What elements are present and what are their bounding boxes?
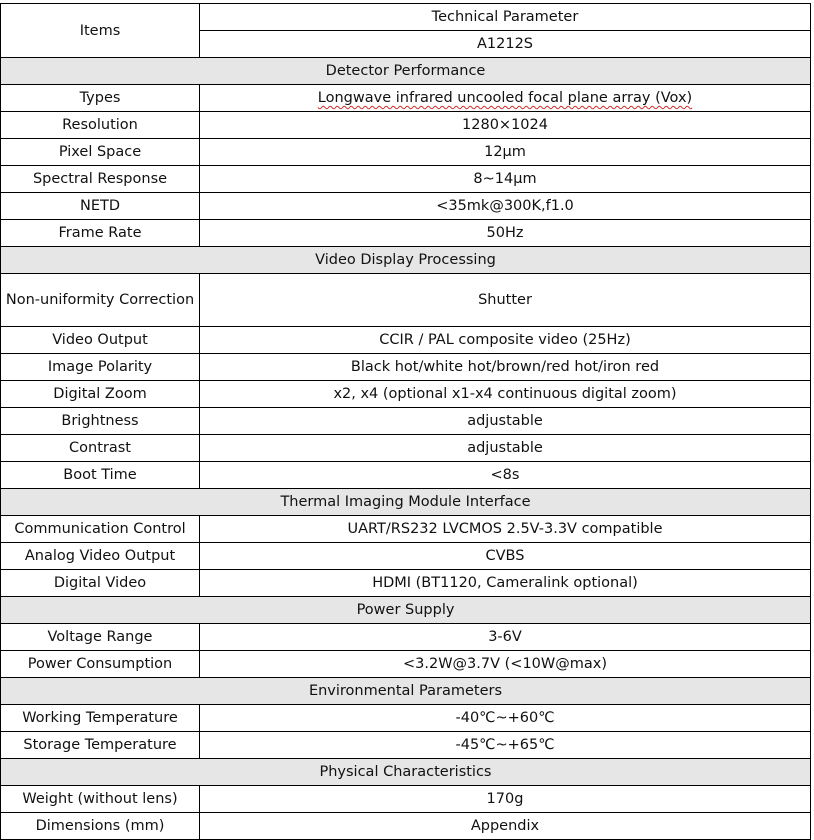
table-row	[1, 786, 811, 813]
row-value: adjustable	[200, 435, 811, 462]
table-row	[1, 516, 811, 543]
table-row	[1, 193, 811, 220]
row-value: adjustable	[200, 408, 811, 435]
spec-table	[0, 3, 811, 840]
row-value: HDMI (BT1120, Cameralink optional)	[200, 570, 811, 597]
table-row	[1, 408, 811, 435]
section-row	[1, 58, 811, 85]
row-value: 8~14μm	[200, 166, 811, 193]
table-row	[1, 220, 811, 247]
row-label: Spectral Response	[1, 166, 200, 193]
row-value: CVBS	[200, 543, 811, 570]
row-value: Black hot/white hot/brown/red hot/iron red	[200, 354, 811, 381]
row-label: Types	[1, 85, 200, 112]
row-label: Weight (without lens)	[1, 786, 200, 813]
section-title: Environmental Parameters	[1, 678, 811, 705]
row-label: Dimensions (mm)	[1, 813, 200, 840]
header-row	[1, 4, 811, 31]
row-label: Digital Zoom	[1, 381, 200, 408]
table-row	[1, 274, 811, 327]
table-row	[1, 570, 811, 597]
section-row	[1, 759, 811, 786]
row-value: Appendix	[200, 813, 811, 840]
table-row	[1, 112, 811, 139]
row-value: <35mk@300K,f1.0	[200, 193, 811, 220]
row-value: <3.2W@3.7V (<10W@max)	[200, 651, 811, 678]
row-label: NETD	[1, 193, 200, 220]
table-row	[1, 85, 811, 112]
row-value: 170g	[200, 786, 811, 813]
row-label: Non-uniformity Correction	[1, 274, 200, 327]
row-value: <8s	[200, 462, 811, 489]
row-label: Communication Control	[1, 516, 200, 543]
table-row	[1, 139, 811, 166]
section-row	[1, 489, 811, 516]
table-row	[1, 624, 811, 651]
row-label: Digital Video	[1, 570, 200, 597]
technical-parameter-header: Technical Parameter	[200, 4, 811, 31]
row-label: Storage Temperature	[1, 732, 200, 759]
section-row	[1, 597, 811, 624]
row-label: Image Polarity	[1, 354, 200, 381]
row-label: Boot Time	[1, 462, 200, 489]
section-title: Thermal Imaging Module Interface	[1, 489, 811, 516]
table-row	[1, 354, 811, 381]
row-value: -45℃~+65℃	[200, 732, 811, 759]
items-header: Items	[1, 4, 200, 58]
table-row	[1, 381, 811, 408]
row-label: Power Consumption	[1, 651, 200, 678]
row-value	[200, 85, 811, 112]
section-title: Detector Performance	[1, 58, 811, 85]
table-row	[1, 327, 811, 354]
row-value: x2, x4 (optional x1-x4 continuous digital zoom)	[200, 381, 811, 408]
row-label: Frame Rate	[1, 220, 200, 247]
section-title: Physical Characteristics	[1, 759, 811, 786]
row-value: 3-6V	[200, 624, 811, 651]
table-row	[1, 166, 811, 193]
row-label: Resolution	[1, 112, 200, 139]
row-value: Shutter	[200, 274, 811, 327]
row-value: CCIR / PAL composite video (25Hz)	[200, 327, 811, 354]
table-row	[1, 705, 811, 732]
table-row	[1, 435, 811, 462]
row-value: UART/RS232 LVCMOS 2.5V-3.3V compatible	[200, 516, 811, 543]
row-label: Brightness	[1, 408, 200, 435]
table-row	[1, 543, 811, 570]
spellcheck-underlined-text: Longwave infrared uncooled focal plane array (Vox)	[317, 90, 693, 106]
row-label: Voltage Range	[1, 624, 200, 651]
table-row	[1, 462, 811, 489]
row-label: Working Temperature	[1, 705, 200, 732]
row-value: 50Hz	[200, 220, 811, 247]
row-label: Pixel Space	[1, 139, 200, 166]
section-title: Power Supply	[1, 597, 811, 624]
row-label: Analog Video Output	[1, 543, 200, 570]
table-row	[1, 732, 811, 759]
row-label: Video Output	[1, 327, 200, 354]
table-row	[1, 651, 811, 678]
row-value: 1280×1024	[200, 112, 811, 139]
model-cell: A1212S	[200, 31, 811, 58]
section-title: Video Display Processing	[1, 247, 811, 274]
row-value: -40℃~+60℃	[200, 705, 811, 732]
row-value: 12μm	[200, 139, 811, 166]
section-row	[1, 678, 811, 705]
row-label: Contrast	[1, 435, 200, 462]
section-row	[1, 247, 811, 274]
table-row	[1, 813, 811, 840]
